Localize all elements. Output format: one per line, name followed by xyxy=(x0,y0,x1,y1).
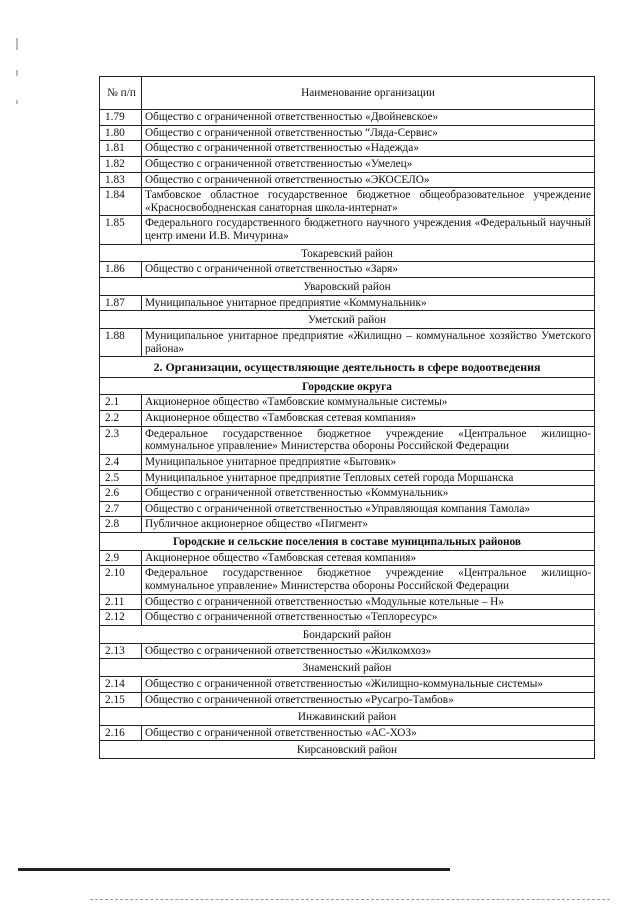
region-heading: Уваровский район xyxy=(100,278,595,296)
organization-name: Федеральное государственное бюджетное учреждение «Центральное жилищно-коммунальное управление» Министерства обороны Российской Федерации xyxy=(142,426,595,454)
row-number: 2.15 xyxy=(100,692,142,708)
table-row xyxy=(100,125,595,141)
table-row xyxy=(100,188,595,216)
table-row xyxy=(100,566,595,594)
region-heading-row xyxy=(100,278,595,296)
scan-edge xyxy=(90,899,610,901)
organization-name: Общество с ограниченной ответственностью «Заря» xyxy=(142,262,595,278)
row-number: 1.82 xyxy=(100,156,142,172)
row-number: 2.5 xyxy=(100,470,142,486)
table-row xyxy=(100,172,595,188)
table-header-row xyxy=(100,77,595,110)
row-number: 1.80 xyxy=(100,125,142,141)
organization-name: Акционерное общество «Тамбовская сетевая компания» xyxy=(142,410,595,426)
row-number: 2.1 xyxy=(100,395,142,411)
region-heading-row xyxy=(100,659,595,677)
organization-name: Общество с ограниченной ответственностью «Умелец» xyxy=(142,156,595,172)
row-number: 2.8 xyxy=(100,517,142,533)
region-heading: Инжавинский район xyxy=(100,708,595,726)
scan-mark xyxy=(16,38,18,50)
table-row xyxy=(100,517,595,533)
table-row xyxy=(100,328,595,356)
row-number: 2.13 xyxy=(100,643,142,659)
table-row xyxy=(100,295,595,311)
region-heading-row xyxy=(100,311,595,329)
table-row xyxy=(100,692,595,708)
organization-name: Общество с ограниченной ответственностью «АС-ХОЗ» xyxy=(142,725,595,741)
table-row xyxy=(100,643,595,659)
header-num: № п/п xyxy=(100,77,142,110)
section-heading-row xyxy=(100,357,595,377)
table-row xyxy=(100,486,595,502)
organization-name: Акционерное общество «Тамбовские коммунальные системы» xyxy=(142,395,595,411)
organization-name: Общество с ограниченной ответственностью «Теплоресурс» xyxy=(142,610,595,626)
row-number: 1.81 xyxy=(100,141,142,157)
row-number: 1.87 xyxy=(100,295,142,311)
region-heading: Токаревский район xyxy=(100,244,595,262)
organization-name: Общество с ограниченной ответственностью «Управляющая компания Тамола» xyxy=(142,501,595,517)
organization-name: Общество с ограниченной ответственностью “Ляда-Сервис» xyxy=(142,125,595,141)
row-number: 2.2 xyxy=(100,410,142,426)
row-number: 1.85 xyxy=(100,216,142,244)
row-number: 2.11 xyxy=(100,594,142,610)
row-number: 2.9 xyxy=(100,550,142,566)
table-row xyxy=(100,262,595,278)
row-number: 2.3 xyxy=(100,426,142,454)
table-row xyxy=(100,216,595,244)
table-row xyxy=(100,676,595,692)
row-number: 2.7 xyxy=(100,501,142,517)
organization-name: Общество с ограниченной ответственностью «ЭКОСЕЛО» xyxy=(142,172,595,188)
table-row xyxy=(100,550,595,566)
organizations-table xyxy=(99,76,595,759)
organization-name: Общество с ограниченной ответственностью «Двойневское» xyxy=(142,110,595,126)
region-heading: Знаменский район xyxy=(100,659,595,677)
row-number: 1.83 xyxy=(100,172,142,188)
organization-name: Муниципальное унитарное предприятие «Коммунальник» xyxy=(142,295,595,311)
organization-name: Муниципальное унитарное предприятие «Бытовик» xyxy=(142,454,595,470)
organization-name: Федерального государственного бюджетного научного учреждения «Федеральный научный центр имени И.В. Мичурина» xyxy=(142,216,595,244)
region-heading: Уметский район xyxy=(100,311,595,329)
row-number: 1.86 xyxy=(100,262,142,278)
organization-name: Общество с ограниченной ответственностью «Жилищно-коммунальные системы» xyxy=(142,676,595,692)
region-heading-row xyxy=(100,533,595,551)
organization-name: Общество с ограниченной ответственностью «Жилкомхоз» xyxy=(142,643,595,659)
organization-name: Общество с ограниченной ответственностью «Коммунальник» xyxy=(142,486,595,502)
organization-name: Общество с ограниченной ответственностью «Надежда» xyxy=(142,141,595,157)
scan-mark xyxy=(16,100,18,104)
organization-name: Публичное акционерное общество «Пигмент» xyxy=(142,517,595,533)
table-row xyxy=(100,395,595,411)
organization-name: Общество с ограниченной ответственностью «Русагро-Тамбов» xyxy=(142,692,595,708)
organization-name: Федеральное государственное бюджетное учреждение «Центральное жилищно-коммунальное управление» Министерства обороны Российской Федерации xyxy=(142,566,595,594)
row-number: 2.14 xyxy=(100,676,142,692)
header-name: Наименование организации xyxy=(142,77,595,110)
scan-mark xyxy=(16,70,18,76)
organization-name: Общество с ограниченной ответственностью «Модульные котельные – Н» xyxy=(142,594,595,610)
bottom-rule xyxy=(18,868,450,871)
region-heading: Городские и сельские поселения в составе муниципальных районов xyxy=(100,533,595,551)
organizations-table-wrapper xyxy=(99,76,595,759)
row-number: 2.4 xyxy=(100,454,142,470)
organization-name: Тамбовское областное государственное бюджетное общеобразовательное учреждение «Красносвободненская санаторная школа-интернат» xyxy=(142,188,595,216)
row-number: 2.16 xyxy=(100,725,142,741)
table-row xyxy=(100,470,595,486)
table-row xyxy=(100,156,595,172)
organization-name: Муниципальное унитарное предприятие Тепловых сетей города Моршанска xyxy=(142,470,595,486)
region-heading: Бондарский район xyxy=(100,625,595,643)
table-row xyxy=(100,426,595,454)
row-number: 1.88 xyxy=(100,328,142,356)
organization-name: Акционерное общество «Тамбовская сетевая компания» xyxy=(142,550,595,566)
region-heading-row xyxy=(100,625,595,643)
region-heading-row xyxy=(100,244,595,262)
row-number: 2.10 xyxy=(100,566,142,594)
region-heading-row xyxy=(100,377,595,395)
organization-name: Муниципальное унитарное предприятие «Жилищно – коммунальное хозяйство Уметского района» xyxy=(142,328,595,356)
table-row xyxy=(100,725,595,741)
region-heading-row xyxy=(100,741,595,759)
table-row xyxy=(100,454,595,470)
table-row xyxy=(100,594,595,610)
row-number: 1.79 xyxy=(100,110,142,126)
table-row xyxy=(100,501,595,517)
table-row xyxy=(100,141,595,157)
table-row xyxy=(100,610,595,626)
region-heading: Кирсановский район xyxy=(100,741,595,759)
row-number: 2.12 xyxy=(100,610,142,626)
table-row xyxy=(100,110,595,126)
row-number: 2.6 xyxy=(100,486,142,502)
row-number: 1.84 xyxy=(100,188,142,216)
section-heading: 2. Организации, осуществляющие деятельность в сфере водоотведения xyxy=(100,357,595,377)
region-heading: Городские округа xyxy=(100,377,595,395)
table-row xyxy=(100,410,595,426)
region-heading-row xyxy=(100,708,595,726)
